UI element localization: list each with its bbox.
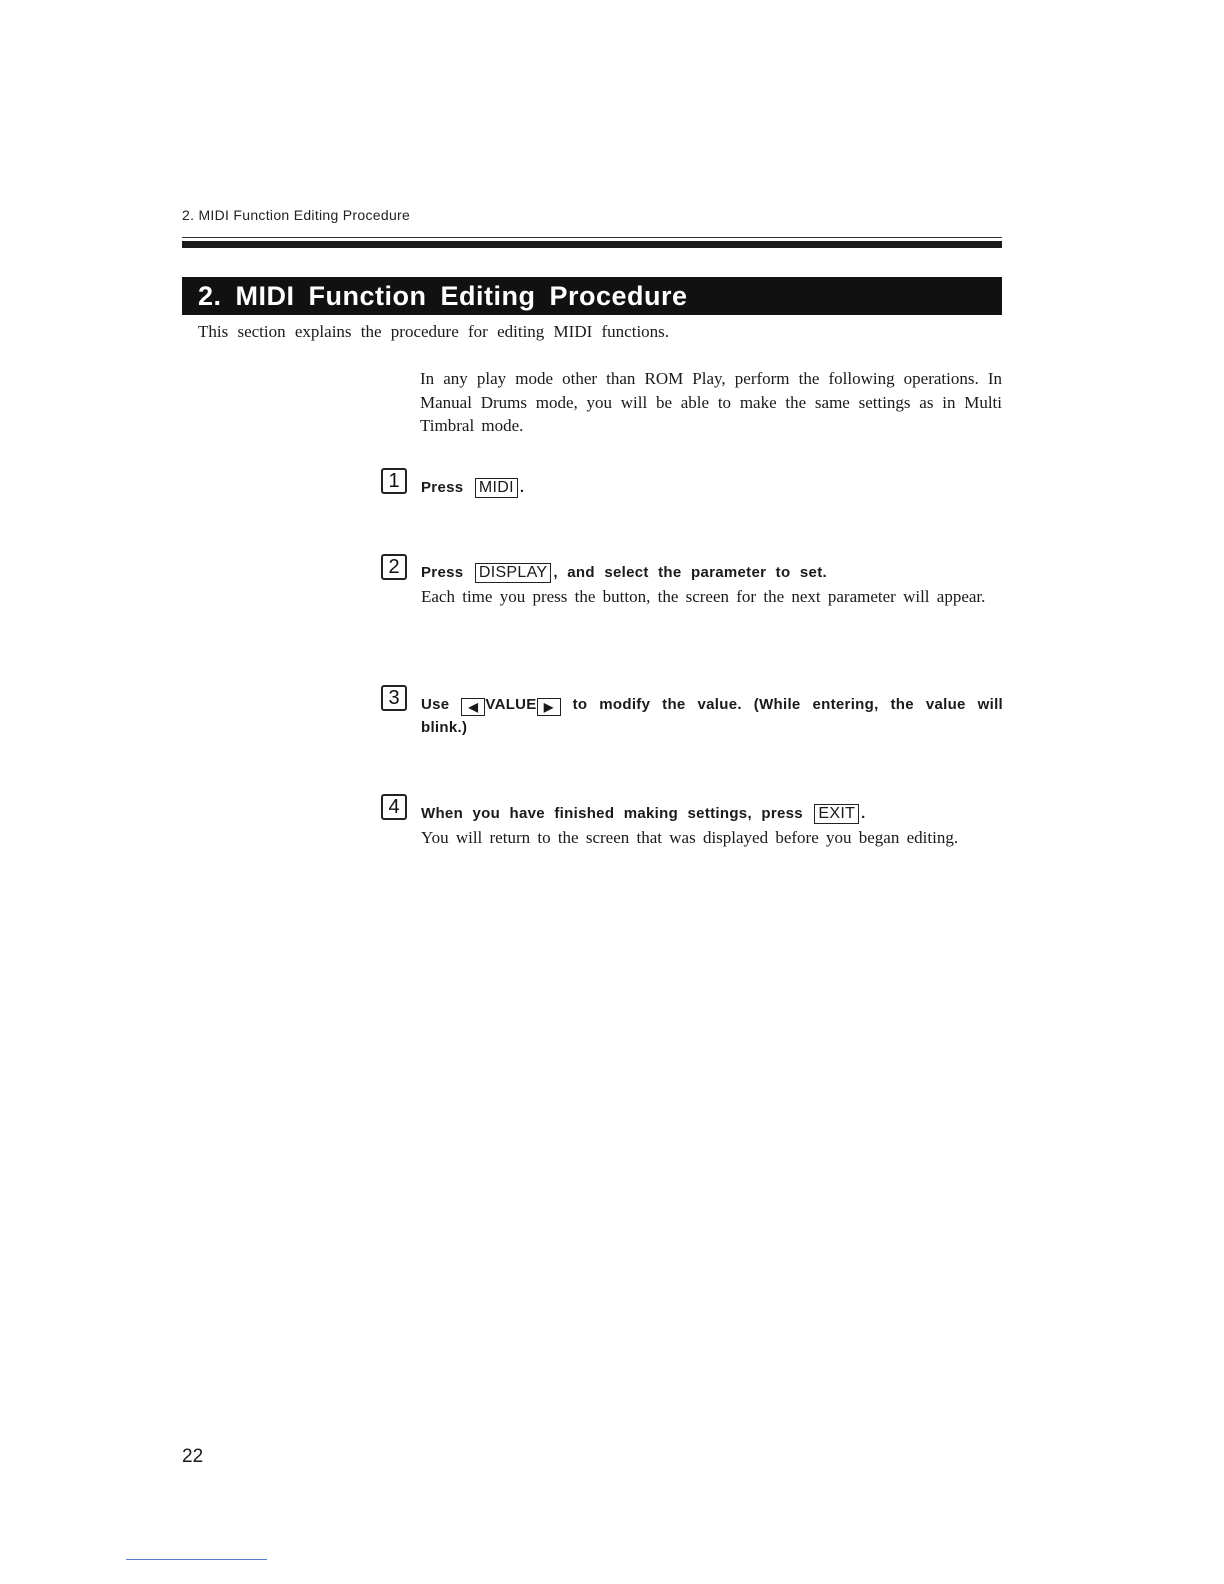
- step-4-body: You will return to the screen that was displayed before you began editing.: [421, 828, 959, 847]
- step-3-prefix: Use: [421, 696, 450, 713]
- step-2-prefix: Press: [421, 564, 464, 581]
- section-intro: This section explains the procedure for editing MIDI functions.: [198, 322, 670, 341]
- display-key: DISPLAY: [475, 563, 552, 583]
- midi-key: MIDI: [475, 478, 518, 498]
- right-arrow-icon: ▶: [537, 698, 561, 716]
- exit-key: EXIT: [814, 804, 859, 824]
- header-rule-thick: [182, 241, 1002, 248]
- step-3-suffix: to modify the value. (While entering, the value will blink.): [421, 696, 1004, 736]
- footer-line: [126, 1559, 267, 1560]
- step-2-suffix: , and select the parameter to set.: [553, 564, 827, 581]
- step-4-instruction: [421, 802, 1003, 825]
- step-2-instruction: [421, 561, 1003, 584]
- value-key-label: VALUE: [485, 696, 537, 713]
- step-1-prefix: Press: [421, 479, 464, 496]
- step-number-2: 2: [381, 554, 407, 580]
- intro-paragraph: In any play mode other than ROM Play, perform the following operations. In Manual Drums mode, you will be able to make the same settings as in Multi Timbral mode.: [420, 369, 1002, 435]
- step-4-suffix: .: [861, 805, 866, 822]
- header-rule-thin: [182, 237, 1002, 238]
- step-number-3: 3: [381, 685, 407, 711]
- step-number-1: 1: [381, 468, 407, 494]
- left-arrow-icon: ◀: [461, 698, 485, 716]
- running-head: 2. MIDI Function Editing Procedure: [182, 207, 411, 223]
- step-3-instruction: [421, 693, 1003, 739]
- step-number-4: 4: [381, 794, 407, 820]
- step-4-prefix: When you have finished making settings, press: [421, 805, 803, 822]
- page-number: 22: [182, 1446, 204, 1467]
- section-title-banner: 2. MIDI Function Editing Procedure: [182, 277, 1002, 315]
- step-1-instruction: [421, 476, 1003, 499]
- step-2-body: Each time you press the button, the screen for the next parameter will appear.: [421, 587, 986, 606]
- step-1-suffix: .: [519, 479, 525, 496]
